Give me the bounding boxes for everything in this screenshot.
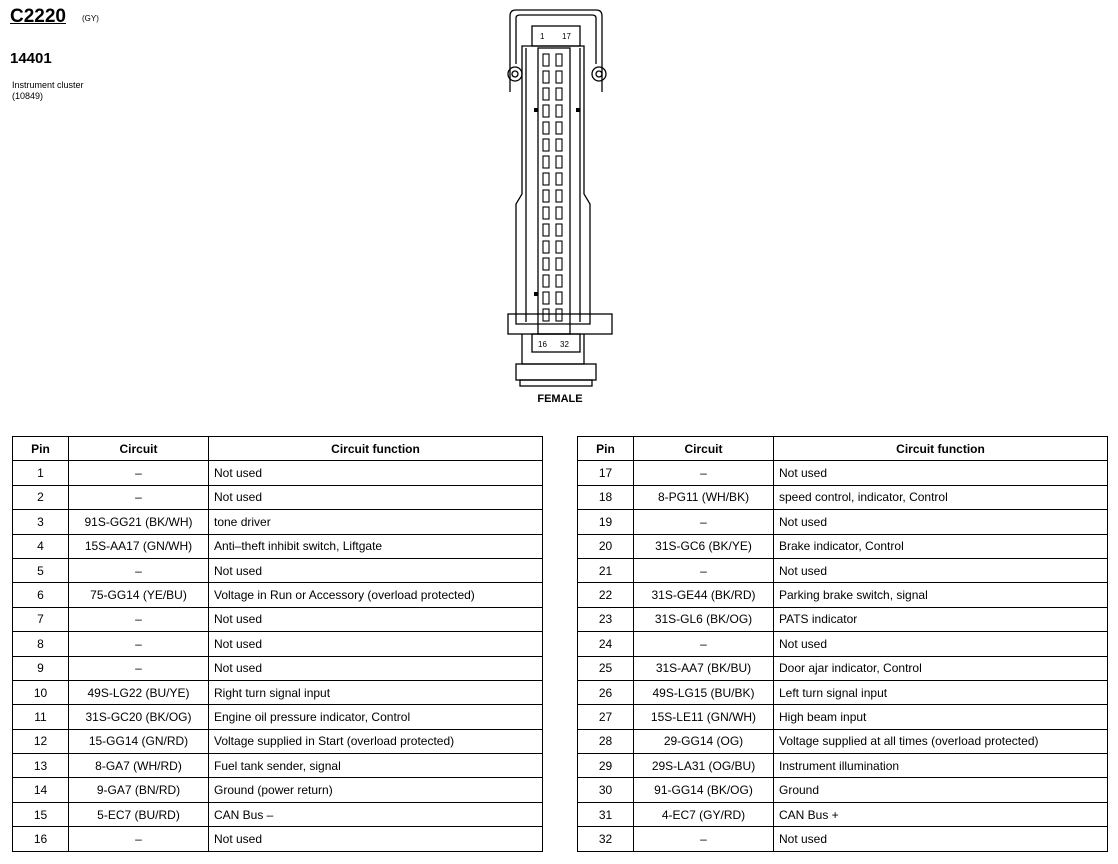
- pin-number: 3: [13, 510, 69, 534]
- part-number: 14401: [10, 50, 52, 67]
- pin-number: 30: [578, 778, 634, 802]
- circuit-function: CAN Bus +: [774, 802, 1108, 826]
- circuit-code: –: [69, 632, 209, 656]
- circuit-code: –: [634, 827, 774, 851]
- circuit-code: 15-GG14 (GN/RD): [69, 729, 209, 753]
- circuit-function: Not used: [774, 632, 1108, 656]
- table-row: [13, 461, 543, 485]
- circuit-function: Not used: [209, 827, 543, 851]
- circuit-function: Door ajar indicator, Control: [774, 656, 1108, 680]
- pin-number: 2: [13, 485, 69, 509]
- circuit-function: High beam input: [774, 705, 1108, 729]
- circuit-code: –: [69, 485, 209, 509]
- pinout-table-right: [577, 436, 1108, 852]
- table-row: [13, 583, 543, 607]
- table-row: [578, 607, 1108, 631]
- circuit-code: 5-EC7 (BU/RD): [69, 802, 209, 826]
- circuit-function: speed control, indicator, Control: [774, 485, 1108, 509]
- header-circuit: Circuit: [69, 437, 209, 461]
- pin-number: 15: [13, 802, 69, 826]
- circuit-code: 31S-AA7 (BK/BU): [634, 656, 774, 680]
- pin-number: 26: [578, 680, 634, 704]
- table-row: [578, 705, 1108, 729]
- header-circuit: Circuit: [634, 437, 774, 461]
- circuit-code: 91-GG14 (BK/OG): [634, 778, 774, 802]
- circuit-function: Not used: [209, 607, 543, 631]
- table-row: [13, 656, 543, 680]
- pin-number: 16: [13, 827, 69, 851]
- table-header-row: [13, 437, 543, 461]
- table-row: [13, 778, 543, 802]
- circuit-code: 31S-GC20 (BK/OG): [69, 705, 209, 729]
- circuit-code: 8-PG11 (WH/BK): [634, 485, 774, 509]
- table-row: [13, 510, 543, 534]
- circuit-function: Voltage in Run or Accessory (overload protected): [209, 583, 543, 607]
- circuit-code: 4-EC7 (GY/RD): [634, 802, 774, 826]
- circuit-function: Parking brake switch, signal: [774, 583, 1108, 607]
- circuit-function: PATS indicator: [774, 607, 1108, 631]
- pin-number: 18: [578, 485, 634, 509]
- circuit-code: –: [634, 510, 774, 534]
- table-row: [578, 778, 1108, 802]
- circuit-function: Not used: [774, 461, 1108, 485]
- header-function: Circuit function: [774, 437, 1108, 461]
- circuit-code: –: [69, 607, 209, 631]
- header-function: Circuit function: [209, 437, 543, 461]
- circuit-function: Anti–theft inhibit switch, Liftgate: [209, 534, 543, 558]
- circuit-function: tone driver: [209, 510, 543, 534]
- table-row: [13, 485, 543, 509]
- table-row: [13, 705, 543, 729]
- circuit-code: –: [634, 558, 774, 582]
- circuit-code: 49S-LG22 (BU/YE): [69, 680, 209, 704]
- circuit-function: Ground (power return): [209, 778, 543, 802]
- circuit-function: CAN Bus –: [209, 802, 543, 826]
- pin-number: 22: [578, 583, 634, 607]
- circuit-code: 49S-LG15 (BU/BK): [634, 680, 774, 704]
- table-row: [578, 461, 1108, 485]
- table-row: [578, 583, 1108, 607]
- pin-number: 21: [578, 558, 634, 582]
- table-row: [578, 680, 1108, 704]
- circuit-function: Brake indicator, Control: [774, 534, 1108, 558]
- circuit-function: Voltage supplied in Start (overload protected): [209, 729, 543, 753]
- connector-code: C2220: [10, 6, 66, 27]
- circuit-function: Not used: [774, 827, 1108, 851]
- table-row: [13, 680, 543, 704]
- label-pin-1: 1: [540, 32, 545, 41]
- component-description: [12, 80, 84, 102]
- circuit-function: Engine oil pressure indicator, Control: [209, 705, 543, 729]
- table-header-row: [578, 437, 1108, 461]
- circuit-code: 91S-GG21 (BK/WH): [69, 510, 209, 534]
- table-row: [13, 558, 543, 582]
- pin-number: 7: [13, 607, 69, 631]
- connector-face-diagram: [480, 4, 640, 414]
- table-row: [578, 558, 1108, 582]
- circuit-code: 8-GA7 (WH/RD): [69, 754, 209, 778]
- circuit-code: 29S-LA31 (OG/BU): [634, 754, 774, 778]
- circuit-function: Not used: [774, 558, 1108, 582]
- description-line-1: Instrument cluster: [12, 80, 84, 90]
- label-pin-32: 32: [560, 340, 569, 349]
- table-row: [578, 632, 1108, 656]
- pin-number: 31: [578, 802, 634, 826]
- circuit-code: –: [634, 461, 774, 485]
- circuit-code: 31S-GC6 (BK/YE): [634, 534, 774, 558]
- pin-number: 5: [13, 558, 69, 582]
- circuit-code: 75-GG14 (YE/BU): [69, 583, 209, 607]
- circuit-function: Right turn signal input: [209, 680, 543, 704]
- header-pin: Pin: [13, 437, 69, 461]
- circuit-code: 29-GG14 (OG): [634, 729, 774, 753]
- circuit-code: –: [69, 558, 209, 582]
- connector-color: (GY): [82, 14, 99, 23]
- circuit-code: 15S-LE11 (GN/WH): [634, 705, 774, 729]
- table-row: [578, 485, 1108, 509]
- label-pin-16: 16: [538, 340, 547, 349]
- pin-number: 13: [13, 754, 69, 778]
- pin-number: 28: [578, 729, 634, 753]
- table-row: [578, 656, 1108, 680]
- table-row: [578, 729, 1108, 753]
- pinout-table-left: [12, 436, 543, 852]
- circuit-function: Not used: [774, 510, 1108, 534]
- circuit-code: –: [69, 656, 209, 680]
- circuit-function: Not used: [209, 558, 543, 582]
- circuit-code: 9-GA7 (BN/RD): [69, 778, 209, 802]
- circuit-code: 31S-GL6 (BK/OG): [634, 607, 774, 631]
- pin-number: 14: [13, 778, 69, 802]
- table-row: [578, 802, 1108, 826]
- pin-number: 24: [578, 632, 634, 656]
- table-row: [578, 827, 1108, 851]
- circuit-function: Left turn signal input: [774, 680, 1108, 704]
- pin-number: 11: [13, 705, 69, 729]
- pin-number: 32: [578, 827, 634, 851]
- pin-number: 6: [13, 583, 69, 607]
- pin-number: 9: [13, 656, 69, 680]
- pin-number: 23: [578, 607, 634, 631]
- pin-number: 19: [578, 510, 634, 534]
- pin-number: 27: [578, 705, 634, 729]
- circuit-function: Not used: [209, 632, 543, 656]
- circuit-function: Ground: [774, 778, 1108, 802]
- circuit-code: –: [69, 827, 209, 851]
- circuit-function: Not used: [209, 485, 543, 509]
- pin-number: 8: [13, 632, 69, 656]
- table-row: [13, 729, 543, 753]
- pin-number: 17: [578, 461, 634, 485]
- circuit-function: Not used: [209, 461, 543, 485]
- pin-number: 20: [578, 534, 634, 558]
- circuit-function: Fuel tank sender, signal: [209, 754, 543, 778]
- table-row: [578, 534, 1108, 558]
- table-row: [13, 632, 543, 656]
- table-row: [13, 534, 543, 558]
- label-pin-17: 17: [562, 32, 571, 41]
- circuit-function: Instrument illumination: [774, 754, 1108, 778]
- circuit-code: –: [634, 632, 774, 656]
- table-row: [13, 754, 543, 778]
- circuit-code: 15S-AA17 (GN/WH): [69, 534, 209, 558]
- pin-number: 4: [13, 534, 69, 558]
- pin-number: 29: [578, 754, 634, 778]
- table-row: [13, 607, 543, 631]
- table-row: [13, 827, 543, 851]
- pin-number: 1: [13, 461, 69, 485]
- table-row: [578, 754, 1108, 778]
- table-row: [578, 510, 1108, 534]
- pin-number: 12: [13, 729, 69, 753]
- gender-label: FEMALE: [537, 393, 583, 405]
- circuit-function: Voltage supplied at all times (overload protected): [774, 729, 1108, 753]
- pin-number: 25: [578, 656, 634, 680]
- circuit-code: –: [69, 461, 209, 485]
- pin-number: 10: [13, 680, 69, 704]
- circuit-function: Not used: [209, 656, 543, 680]
- header-pin: Pin: [578, 437, 634, 461]
- circuit-code: 31S-GE44 (BK/RD): [634, 583, 774, 607]
- table-row: [13, 802, 543, 826]
- description-line-2: (10849): [12, 91, 44, 101]
